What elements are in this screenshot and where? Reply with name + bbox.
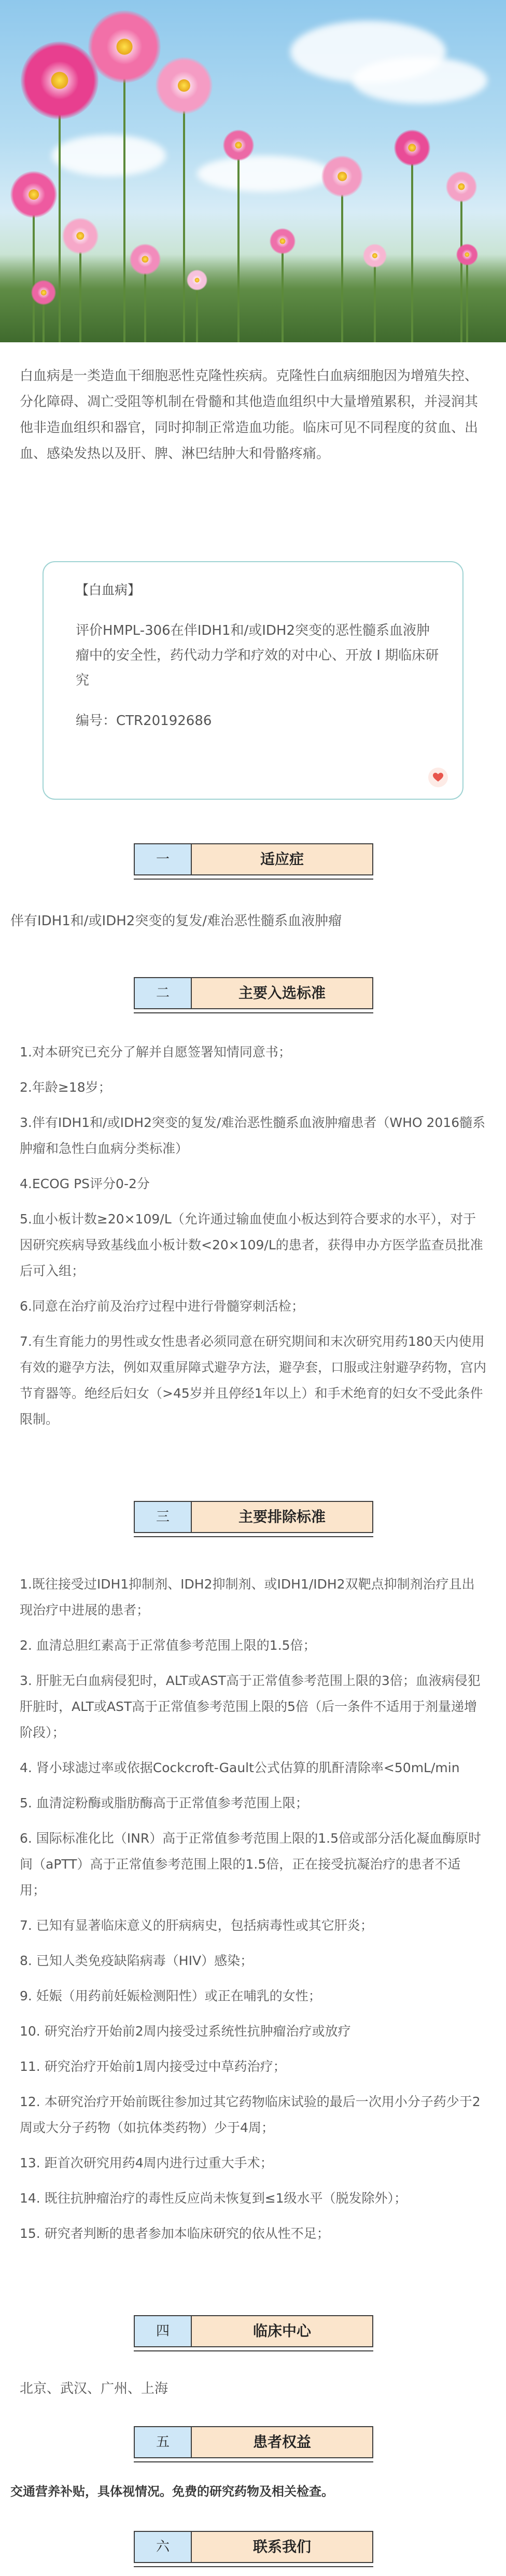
section-title: 联系我们 <box>192 2531 373 2563</box>
flower-stem <box>183 86 185 342</box>
section-number: 六 <box>134 2531 192 2563</box>
indication-text: 伴有IDH1和/或IDH2突变的复发/难治恶性髓系血液肿瘤 <box>10 913 342 929</box>
cosmos-flower <box>10 171 57 218</box>
list-item: 4.ECOG PS评分0-2分 <box>20 1176 150 1191</box>
inclusion-list <box>20 1039 486 1442</box>
cosmos-flower <box>321 156 363 197</box>
list-item: 8. 已知人类免疫缺陷病毒（HIV）感染； <box>20 1953 254 1968</box>
cosmos-flower <box>187 270 207 290</box>
cosmos-flower <box>62 218 99 254</box>
centers-text: 北京、武汉、广州、上海 <box>20 2381 168 2397</box>
section-header-benefits <box>134 2426 372 2458</box>
trial-card <box>43 561 463 800</box>
section-title: 主要入选标准 <box>192 977 373 1009</box>
section-number: 二 <box>134 977 192 1009</box>
cosmos-flower <box>88 10 161 83</box>
exclusion-list <box>20 1571 486 2256</box>
trial-tag: 【白血病】 <box>76 582 141 597</box>
list-item: 3. 肝脏无白血病侵犯时，ALT或AST高于正常值参考范围上限的3倍；血液病侵犯肝脏时，ALT或AST高于正常值参考范围上限的5倍（后一条件不适用于剂量递增阶段）； <box>20 1673 481 1740</box>
section-header-centers <box>134 2315 372 2347</box>
trial-code: 编号：CTR20192686 <box>76 713 212 729</box>
cosmos-flower <box>130 244 161 275</box>
flower-stem <box>237 145 240 342</box>
cosmos-flower <box>270 228 296 254</box>
cosmos-flower <box>21 41 99 119</box>
list-item: 5.血小板计数≥20×109/L（允许通过输血使血小板达到符合要求的水平），对于因研究疾病导致基线血小板计数<20×109/L的患者，获得申办方医学监查员批准后可入组； <box>20 1212 483 1278</box>
grass-ground <box>0 254 506 342</box>
section-title: 适应症 <box>192 843 373 875</box>
list-item: 6. 国际标准化比（INR）高于正常值参考范围上限的1.5倍或部分活化凝血酶原时间（aPTT）高于正常值参考范围上限的1.5倍，正在接受抗凝治疗的患者不适用； <box>20 1831 482 1898</box>
cosmos-flower <box>363 244 387 268</box>
cosmos-flower <box>394 130 430 166</box>
list-item: 13. 距首次研究用药4周内进行过重大手术； <box>20 2155 273 2170</box>
hero-flower-image <box>0 0 506 342</box>
flower-stem <box>59 80 61 342</box>
flower-stem <box>466 255 468 342</box>
list-item: 7. 已知有显著临床意义的肝病病史，包括病毒性或其它肝炎； <box>20 1918 373 1933</box>
section-number: 四 <box>134 2315 192 2347</box>
flower-stem <box>123 47 125 342</box>
list-item: 5. 血清淀粉酶或脂肪酶高于正常值参考范围上限； <box>20 1795 308 1811</box>
trial-description: 评价HMPL-306在伴IDH1和/或IDH2突变的恶性髓系血液肿瘤中的安全性，药代动力学和疗效的对中心、开放 I 期临床研究 <box>76 623 439 688</box>
list-item: 12. 本研究治疗开始前既往参加过其它药物临床试验的最后一次用小分子药少于2周或大分子药物（如抗体类药物）少于4周； <box>20 2094 481 2135</box>
list-item: 9. 妊娠（用药前妊娠检测阳性）或正在哺乳的女性； <box>20 1988 321 2003</box>
list-item: 14. 既往抗肿瘤治疗的毒性反应尚未恢复到≤1级水平（脱发除外）； <box>20 2191 407 2206</box>
flower-stem <box>411 148 413 342</box>
flower-stem <box>341 176 343 342</box>
list-item: 10. 研究治疗开始前2周内接受过系统性抗肿瘤治疗或放疗 <box>20 2024 351 2039</box>
section-header-inclusion <box>134 977 372 1009</box>
list-item: 7.有生育能力的男性或女性患者必须同意在研究期间和末次研究用药180天内使用有效的避孕方法，例如双重屏障式避孕方法，避孕套，口服或注射避孕药物，宫内节育器等。绝经后妇女（>45岁并且停经1年以上）和手术绝育的妇女不受此条件限制。 <box>20 1334 487 1427</box>
section-title: 主要排除标准 <box>192 1501 373 1533</box>
section-title: 患者权益 <box>192 2426 373 2458</box>
intro-paragraph: 白血病是一类造血干细胞恶性克隆性疾病。克隆性白血病细胞因为增殖失控、分化障碍、凋亡受阻等机制在骨髓和其他造血组织中大量增殖累积，并浸润其他非造血组织和器官，同时抑制正常造血功能。临床可见不同程度的贫血、出血、感染发热以及肝、脾、淋巴结肿大和骨骼疼痛。 <box>20 368 479 462</box>
list-item: 1.既往接受过IDH1抑制剂、IDH2抑制剂、或IDH1/IDH2双靶点抑制剂治疗且出现治疗中进展的患者； <box>20 1577 475 1618</box>
list-item: 2.年龄≥18岁； <box>20 1080 111 1095</box>
cosmos-flower <box>446 171 477 202</box>
cosmos-flower <box>156 57 213 114</box>
list-item: 15. 研究者判断的患者参加本临床研究的依从性不足； <box>20 2226 330 2241</box>
benefits-text: 交通营养补贴，具体视情况。免费的研究药物及相关检查。 <box>10 2484 334 2499</box>
list-item: 6.同意在治疗前及治疗过程中进行骨髓穿刺活检； <box>20 1299 304 1314</box>
section-number: 一 <box>134 843 192 875</box>
cloud-shape <box>197 156 332 192</box>
heart-icon[interactable] <box>428 768 448 787</box>
section-number: 三 <box>134 1501 192 1533</box>
section-title: 临床中心 <box>192 2315 373 2347</box>
cosmos-flower <box>31 280 56 305</box>
list-item: 4. 肾小球滤过率或依据Cockcroft-Gault公式估算的肌酐清除率<50mL/min <box>20 1760 460 1775</box>
flower-stem <box>282 241 284 342</box>
section-header-indication <box>134 843 372 875</box>
cosmos-flower <box>456 244 478 266</box>
cosmos-flower <box>223 130 254 161</box>
section-number: 五 <box>134 2426 192 2458</box>
cloud-shape <box>353 57 487 104</box>
section-header-exclusion <box>134 1501 372 1533</box>
list-item: 2. 血清总胆红素高于正常值参考范围上限的1.5倍； <box>20 1638 316 1653</box>
list-item: 1.对本研究已充分了解并自愿签署知情同意书； <box>20 1045 291 1060</box>
list-item: 3.伴有IDH1和/或IDH2突变的复发/难治恶性髓系血液肿瘤患者（WHO 2016髓系肿瘤和急性白血病分类标准） <box>20 1115 486 1156</box>
section-header-contact <box>134 2531 372 2563</box>
list-item: 11. 研究治疗开始前1周内接受过中草药治疗； <box>20 2059 286 2074</box>
cloud-shape <box>52 135 166 176</box>
flower-stem <box>374 256 376 342</box>
